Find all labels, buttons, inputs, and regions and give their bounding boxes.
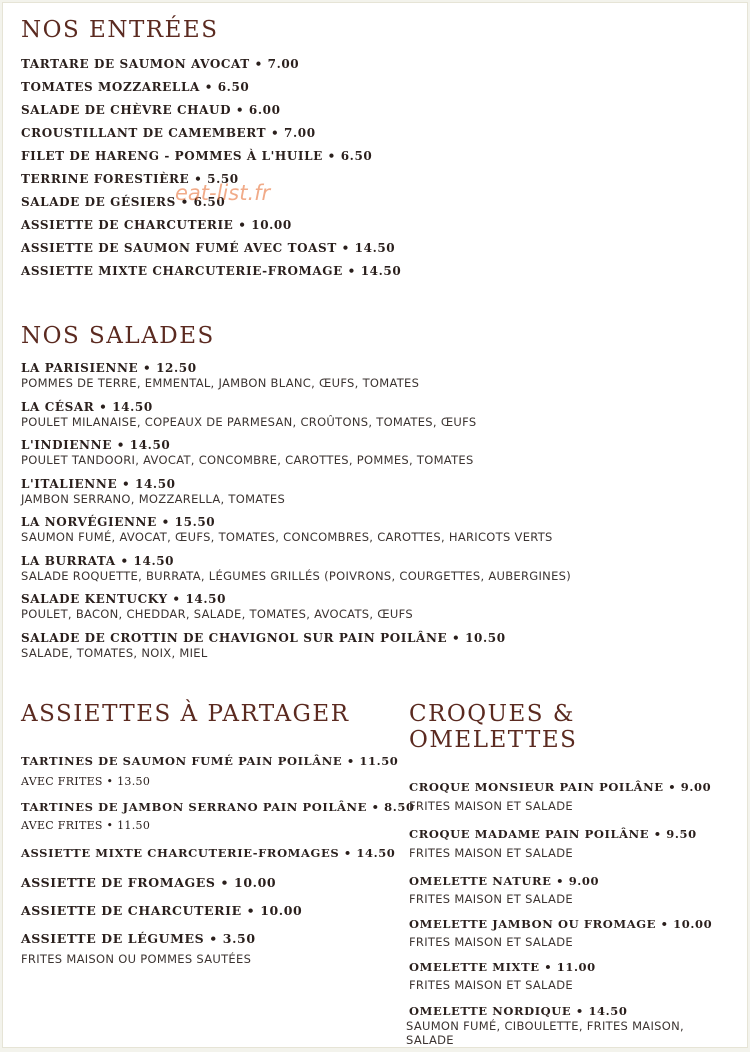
partager-option: AVEC FRITES • 13.50 (21, 775, 151, 788)
partager-name: TARTINES DE SAUMON FUMÉ PAIN POILÂNE • 11.50 (21, 754, 399, 768)
croque-description: FRITES MAISON ET SALADE (409, 978, 573, 992)
salade-name: LA BURRATA • 14.50 (21, 553, 175, 568)
entree-item: TARTARE DE SAUMON AVOCAT • 7.00 (21, 57, 300, 71)
partager-description: FRITES MAISON OU POMMES SAUTÉES (21, 952, 252, 966)
entree-item: CROUSTILLANT DE CAMEMBERT • 7.00 (21, 126, 316, 140)
salades-title: NOS SALADES (21, 323, 215, 349)
watermark: eat-list.fr (175, 181, 271, 205)
salade-description: POMMES DE TERRE, EMMENTAL, JAMBON BLANC, ŒUFS, TOMATES (21, 376, 420, 390)
entree-item: ASSIETTE MIXTE CHARCUTERIE-FROMAGE • 14.50 (21, 264, 402, 278)
partager-name: ASSIETTE DE LÉGUMES • 3.50 (21, 931, 256, 946)
croque-name: OMELETTE JAMBON OU FROMAGE • 10.00 (409, 917, 713, 931)
salade-description: POULET, BACON, CHEDDAR, SALADE, TOMATES, AVOCATS, ŒUFS (21, 607, 413, 621)
menu-page (2, 2, 748, 1048)
entree-item: SALADE DE GÉSIERS • 6.50 (21, 195, 226, 209)
salade-item (21, 400, 571, 439)
salade-item (21, 477, 571, 516)
salade-description: SALADE ROQUETTE, BURRATA, LÉGUMES GRILLÉS (POIVRONS, COURGETTES, AUBERGINES) (21, 568, 572, 583)
entree-item: ASSIETTE DE SAUMON FUMÉ AVEC TOAST • 14.50 (21, 241, 396, 255)
partager-name: ASSIETTE DE CHARCUTERIE • 10.00 (21, 903, 303, 918)
croque-description-continued: SALADE (406, 1033, 454, 1047)
partager-name: ASSIETTE MIXTE CHARCUTERIE-FROMAGES • 14.50 (21, 846, 396, 860)
partager-item (21, 799, 415, 835)
salades-list (21, 361, 571, 669)
partager-name: TARTINES DE JAMBON SERRANO PAIN POILÂNE • 8.50 (21, 800, 415, 814)
partager-section (21, 701, 415, 967)
partager-list (21, 753, 415, 967)
salade-name: L'ITALIENNE • 14.50 (21, 476, 176, 491)
croque-name: OMELETTE NORDIQUE • 14.50 (409, 1004, 628, 1018)
salade-name: SALADE KENTUCKY • 14.50 (21, 592, 227, 606)
salade-description: SAUMON FUMÉ, AVOCAT, ŒUFS, TOMATES, CONCOMBRES, CAROTTES, HARICOTS VERTS (21, 530, 553, 544)
croque-item (409, 779, 739, 814)
croques-title: CROQUES & OMELETTES (409, 701, 578, 753)
croque-item (409, 826, 739, 861)
salade-item (21, 361, 571, 400)
salade-description: JAMBON SERRANO, MOZZARELLA, TOMATES (21, 491, 286, 506)
croque-description: FRITES MAISON ET SALADE (409, 799, 573, 813)
croque-item (409, 916, 739, 950)
croque-name: CROQUE MONSIEUR PAIN POILÂNE • 9.00 (409, 780, 712, 794)
croque-description: SAUMON FUMÉ, CIBOULETTE, FRITES MAISON, (406, 1019, 684, 1033)
salade-item (21, 592, 571, 631)
entree-item: TOMATES MOZZARELLA • 6.50 (21, 80, 250, 94)
partager-item (21, 931, 401, 967)
salade-description: SALADE, TOMATES, NOIX, MIEL (21, 645, 208, 660)
partager-item (21, 903, 401, 919)
partager-name: ASSIETTE DE FROMAGES • 10.00 (21, 875, 277, 890)
croque-description: FRITES MAISON ET SALADE (409, 935, 573, 949)
salade-name: LA NORVÉGIENNE • 15.50 (21, 515, 216, 529)
salade-description: POULET MILANAISE, COPEAUX DE PARMESAN, CROÛTONS, TOMATES, ŒUFS (21, 414, 477, 429)
salades-section (21, 323, 571, 669)
partager-item (21, 875, 401, 891)
salade-item (21, 631, 571, 670)
entree-item: SALADE DE CHÈVRE CHAUD • 6.00 (21, 103, 281, 117)
croque-description: FRITES MAISON ET SALADE (409, 846, 573, 860)
salade-item (21, 515, 571, 554)
croques-section (406, 701, 739, 1047)
salade-item (21, 438, 571, 477)
entree-item: ASSIETTE DE CHARCUTERIE • 10.00 (21, 218, 292, 232)
partager-option: AVEC FRITES • 11.50 (21, 819, 151, 832)
croque-name: OMELETTE MIXTE • 11.00 (409, 960, 596, 974)
partager-item (21, 753, 401, 791)
entrees-list (21, 53, 401, 283)
entrees-title: NOS ENTRÉES (21, 17, 219, 43)
entrees-section (21, 17, 401, 283)
salade-item (21, 554, 571, 593)
salade-name: LA PARISIENNE • 12.50 (21, 361, 197, 375)
salade-description: POULET TANDOORI, AVOCAT, CONCOMBRE, CAROTTES, POMMES, TOMATES (21, 453, 474, 467)
croque-item (409, 959, 739, 993)
croque-item (409, 873, 739, 907)
croque-name: CROQUE MADAME PAIN POILÂNE • 9.50 (409, 827, 697, 841)
partager-title: ASSIETTES À PARTAGER (21, 701, 350, 727)
partager-item (21, 845, 401, 861)
entree-item: FILET DE HARENG - POMMES À L'HUILE • 6.50 (21, 149, 373, 163)
croque-description: FRITES MAISON ET SALADE (409, 892, 573, 906)
entree-item: TERRINE FORESTIÈRE • 5.50 (21, 172, 239, 186)
salade-name: L'INDIENNE • 14.50 (21, 438, 171, 452)
croques-list (406, 779, 739, 1047)
salade-name: LA CÉSAR • 14.50 (21, 399, 153, 414)
croque-item (406, 1003, 739, 1047)
salade-name: SALADE DE CROTTIN DE CHAVIGNOL SUR PAIN POILÂNE • 10.50 (21, 630, 506, 645)
croque-name: OMELETTE NATURE • 9.00 (409, 874, 600, 888)
